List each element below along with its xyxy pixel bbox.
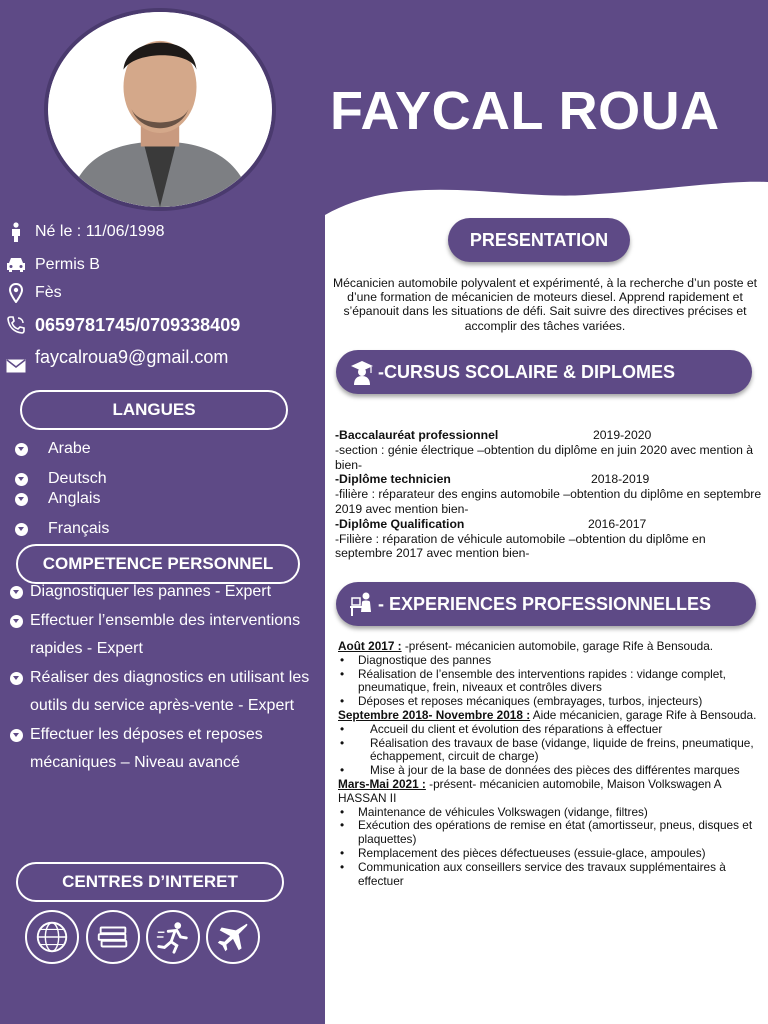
phone-row: 0659781745/0709338409 — [0, 314, 325, 336]
birth-date-row: Né le : 11/06/1998 — [0, 222, 325, 242]
envelope-icon — [6, 356, 26, 376]
presentation-text: Mécanicien automobile polyvalent et expérimenté, à la recherche d’un poste et d’une formation de mécanicien de moteurs diesel. Apprend rapidement et s’épanouit dans les situations de défi. Sait suivre des directives précises et accomplir des tâches variées. — [332, 276, 758, 333]
bullet-icon — [15, 443, 28, 456]
skill-item: Effectuer les déposes et reposes mécaniques – Niveau avancé — [8, 721, 313, 778]
graduate-icon — [348, 358, 376, 386]
interests-heading: CENTRES D’INTERET — [16, 862, 284, 902]
education-item: -Diplôme technicien 2018-2019 — [335, 472, 650, 487]
job-header: Mars-Mai 2021 : -présent- mécanicien automobile, Maison Volkswagen A HASSAN II — [338, 776, 721, 805]
car-icon — [6, 255, 26, 275]
task-list: • Accueil du client et évolution des réparations à effectuer • Réalisation des travaux de base (vidange, liquide de freins, pneumatique, échappement, circuit de charge) • Mise à jour de la base de données des pièces des différentes marques — [338, 723, 758, 778]
experience-list — [338, 640, 758, 888]
skill-item: Effectuer l’ensemble des interventions rapides - Expert — [8, 607, 313, 664]
skills-list — [8, 578, 313, 778]
bullet-icon — [10, 615, 23, 628]
job-header: Août 2017 : -présent- mécanicien automobile, garage Rife à Bensouda. — [338, 639, 714, 653]
bullet-icon — [10, 586, 23, 599]
worker-desk-icon — [348, 590, 376, 618]
bullet-icon — [15, 493, 28, 506]
license-row: Permis B — [0, 255, 325, 275]
job-header: Septembre 2018- Novembre 2018 : Aide mécanicien, garage Rife à Bensouda. — [338, 707, 757, 722]
task-list: • Maintenance de véhicules Volkswagen (vidange, filtres) • Exécution des opérations de remise en état (amortisseur, pneus, disques et plaquettes) • Remplacement des pièces défectueuses (essuie-glace, ampoules) • Communication aux conseillers service des travaux supplémentaires à effectuer — [338, 806, 758, 889]
task-list: • Diagnostique des pannes • Réalisation de l’ensemble des interventions rapides : vidange complet, pneumatique, frein, niveaux et contrôles divers • Déposes et reposes mécaniques (embrayages, turbos, injecteurs) — [338, 654, 758, 709]
candidate-name: FAYCAL ROUA — [330, 81, 720, 141]
running-icon — [146, 910, 200, 964]
skill-item: Réaliser des diagnostics en utilisant les outils du service après-vente - Expert — [8, 664, 313, 721]
globe-icon — [25, 910, 79, 964]
skill-item: Diagnostiquer les pannes - Expert — [8, 578, 313, 607]
education-heading: -CURSUS SCOLAIRE & DIPLOMES — [336, 350, 752, 394]
person-icon — [6, 222, 26, 242]
presentation-heading: PRESENTATION — [448, 218, 630, 262]
education-item: -Diplôme Qualification 2016-2017 — [335, 516, 647, 531]
languages-heading: LANGUES — [20, 390, 288, 430]
skills-heading: COMPETENCE PERSONNEL — [16, 544, 300, 584]
bullet-icon — [10, 729, 23, 742]
airplane-icon — [206, 910, 260, 964]
education-list: -Baccalauréat professionnel 2019-2020 -section : génie électrique –obtention du diplôme en juin 2020 avec mention à bien- -Diplôme technicien 2018-2019 -filière : réparateur des engins automobile –obtention du diplôme en septembre 2019 avec mention bien- -Diplôme Qualification 2016-2017 -Filière : réparation de véhicule automobile –obtention du diplôme en septembre 2017 avec mention bien- — [335, 428, 762, 561]
bullet-icon — [10, 672, 23, 685]
email-row: faycalroua9@gmail.com — [0, 346, 325, 368]
education-item: -Baccalauréat professionnel 2019-2020 — [335, 428, 652, 442]
bullet-icon — [15, 523, 28, 536]
profile-photo — [44, 8, 276, 211]
phone-icon — [6, 315, 26, 335]
bullet-icon — [15, 473, 28, 486]
location-pin-icon — [6, 283, 26, 303]
books-icon — [86, 910, 140, 964]
city-row: Fès — [0, 283, 325, 303]
experience-heading: - EXPERIENCES PROFESSIONNELLES — [336, 582, 756, 626]
